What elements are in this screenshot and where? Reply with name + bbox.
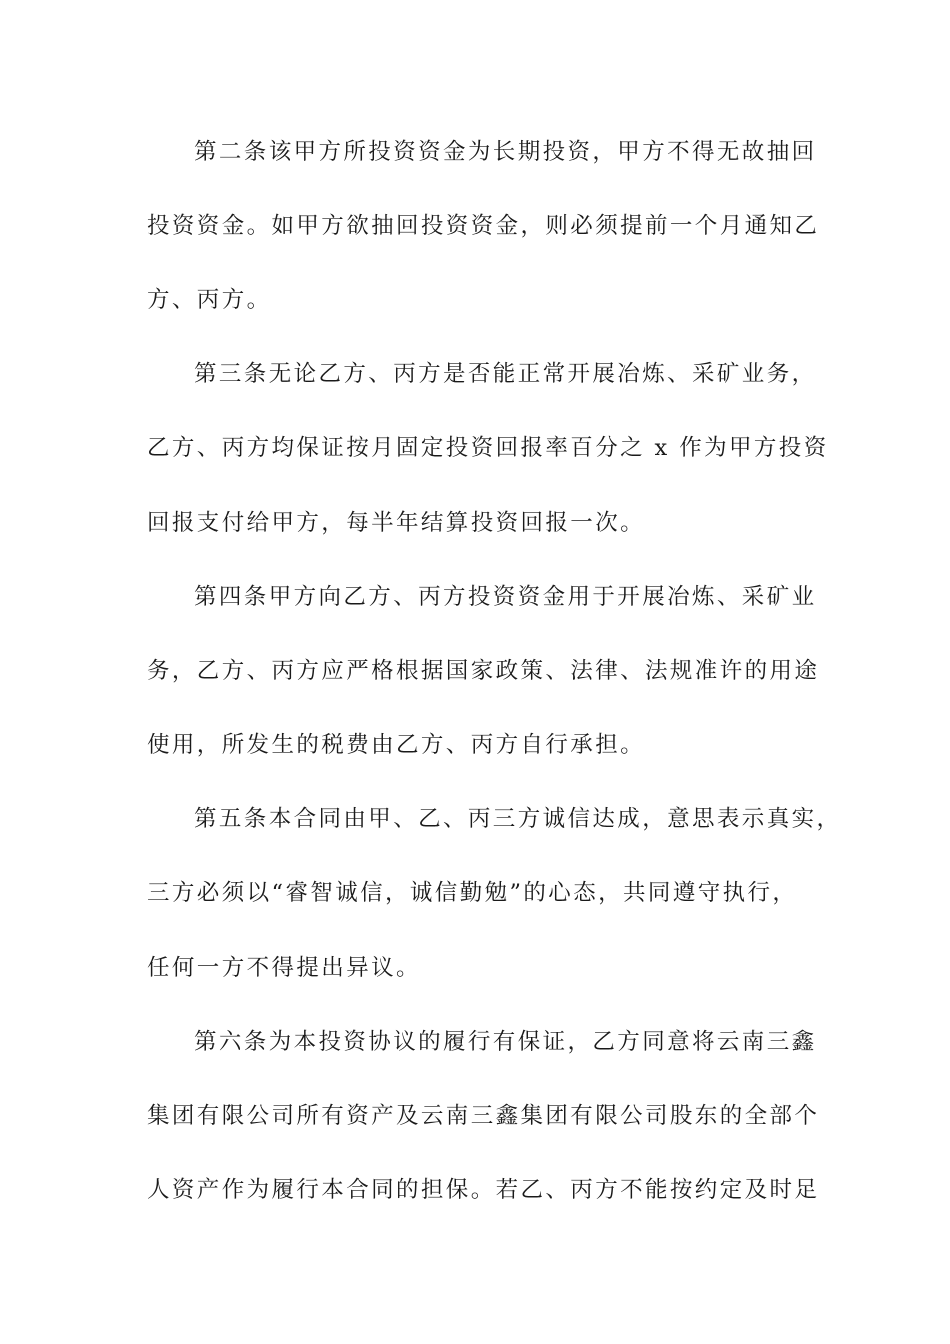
- article-4-line-3: 使用，所发生的税费由乙方、丙方自行承担。: [147, 732, 646, 758]
- article-6-line-2: 集团有限公司所有资产及云南三鑫集团有限公司股东的全部个: [147, 1103, 820, 1129]
- article-5-line-3: 任何一方不得提出异议。: [147, 955, 421, 981]
- article-2-line-3: 方、丙方。: [147, 287, 272, 313]
- article-3-line-3: 回报支付给甲方，每半年结算投资回报一次。: [147, 510, 646, 536]
- article-2-line-2: 投资资金。如甲方欲抽回投资资金，则必须提前一个月通知乙: [147, 213, 820, 239]
- article-6-line-3: 人资产作为履行本合同的担保。若乙、丙方不能按约定及时足: [147, 1177, 820, 1203]
- article-4-line-1: 第四条甲方向乙方、丙方投资资金用于开展冶炼、采矿业: [194, 584, 817, 610]
- article-5-line-1: 第五条本合同由甲、乙、丙三方诚信达成，意思表示真实，: [194, 806, 842, 832]
- article-4-line-2: 务，乙方、丙方应严格根据国家政策、法律、法规准许的用途: [147, 658, 820, 684]
- article-5-line-2: 三方必须以“睿智诚信，诚信勤勉”的心态，共同遵守执行，: [147, 880, 798, 906]
- article-3-line-2: 乙方、丙方均保证按月固定投资回报率百分之 x 作为甲方投资: [147, 435, 829, 461]
- article-2-line-1: 第二条该甲方所投资资金为长期投资，甲方不得无故抽回: [194, 139, 817, 165]
- article-3-line-1: 第三条无论乙方、丙方是否能正常开展冶炼、采矿业务，: [194, 361, 817, 387]
- article-6-line-1: 第六条为本投资协议的履行有保证，乙方同意将云南三鑫: [194, 1029, 817, 1055]
